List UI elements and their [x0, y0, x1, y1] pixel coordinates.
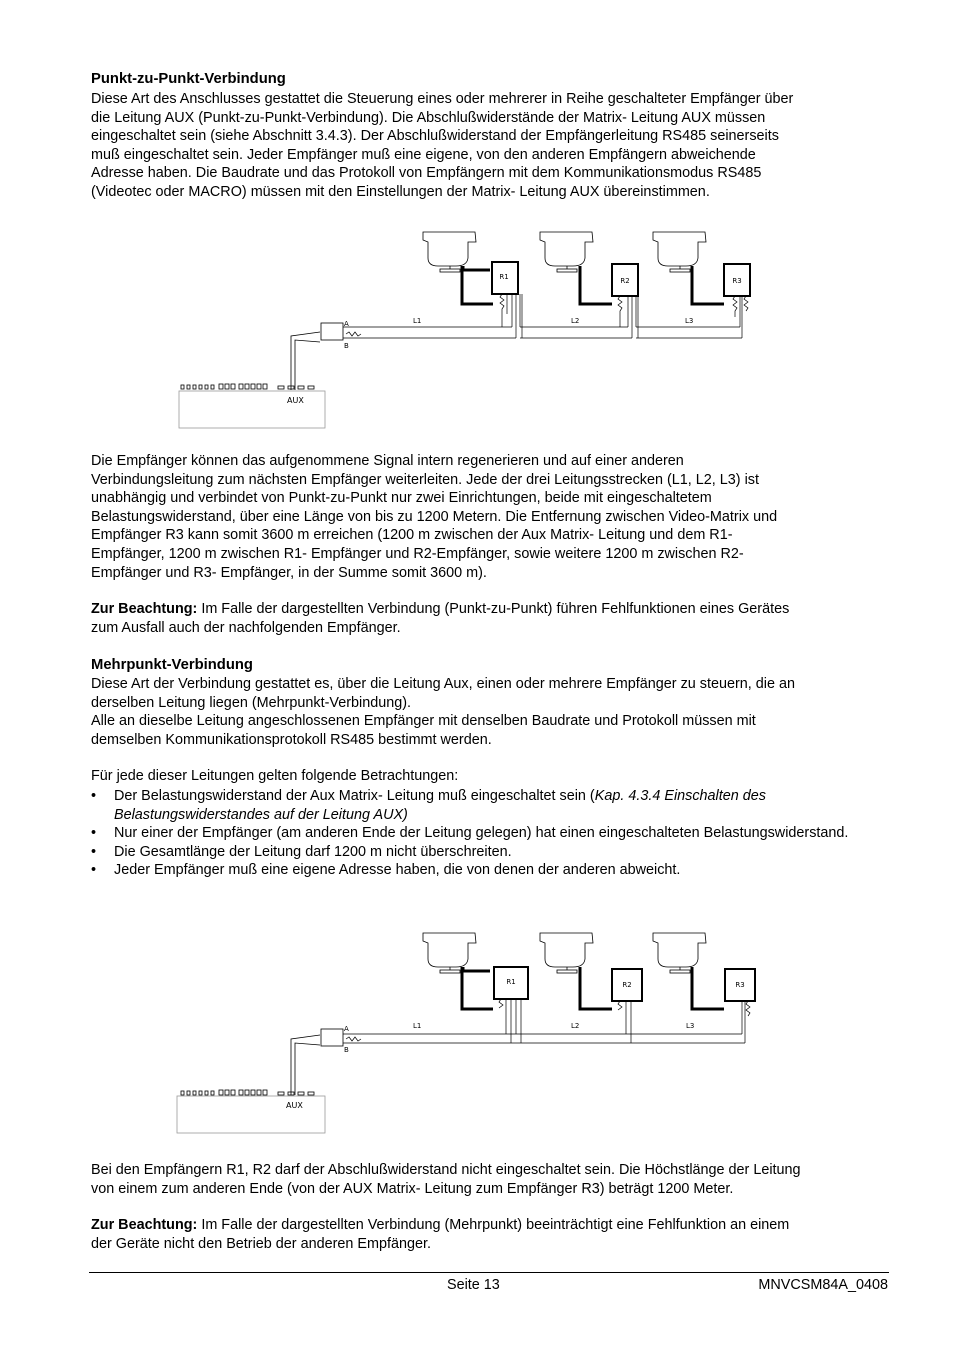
considerations-list [91, 787, 891, 880]
camera-icon [540, 232, 593, 266]
text-line: Diese Art des Anschlusses gestattet die Steuerung eines oder mehrerer in Reihe geschalteter Empfänger über [91, 91, 794, 107]
text-line: Empfänger, 1200 m zwischen R1- Empfänger und R2-Empfänger, sowie weitere 1200 m zwischen R2- [91, 545, 744, 562]
note-multipoint [91, 1216, 891, 1253]
camera-icon [423, 933, 476, 967]
junction-box [321, 1029, 343, 1046]
receiver-group-r2 [540, 933, 642, 1043]
receiver-group-r2 [540, 232, 638, 338]
considerations-intro: Für jede dieser Leitungen gelten folgende Betrachtungen: [91, 768, 459, 784]
text-line: Die Empfänger können das aufgenommene Signal intern regenerieren und auf einer anderen [91, 453, 684, 469]
camera-icon [653, 933, 706, 967]
terminal-b-label: B [344, 1046, 349, 1054]
text-line: Diese Art der Verbindung gestattet es, über die Leitung Aux, einen oder mehrere Empfänger zu steuern, die an [91, 676, 795, 692]
intro-paragraph-multipoint [91, 675, 891, 749]
list-item: • Die Gesamtlänge der Leitung darf 1200 m nicht überschreiten. [91, 843, 891, 862]
note-line [91, 600, 891, 619]
camera-icon [540, 933, 593, 967]
receiver-label-r2: R2 [622, 981, 632, 989]
heading-multipoint: Mehrpunkt-Verbindung [91, 657, 253, 673]
text-line: Adresse haben. Die Baudrate und das Protokoll von Empfängern mit dem Kommunikationsmodus RS485 [91, 165, 762, 182]
text-line: demselben Kommunikationsprotokoll RS485 bestimmt werden. [91, 731, 492, 748]
text-line: Verbindungsleitung zum nächsten Empfänger weiterleiten. Jede der drei Leitungsstrecken (L1, L2, L3) ist [91, 471, 759, 488]
text-line: derselben Leitung liegen (Mehrpunkt-Verbindung). [91, 694, 412, 711]
note-line [91, 1216, 891, 1235]
text-line: Empfänger R3 kann somit 3600 m erreichen (1200 m zwischen der Aux Matrix- Leitung und dem R1- [91, 527, 733, 544]
receiver-group-r3 [653, 933, 755, 1043]
text-line: Empfänger und R3- Empfänger, in der Summe somit 3600 m). [91, 564, 487, 581]
text-line: von einem zum anderen Ende (von der AUX Matrix- Leitung zum Empfänger R3) beträgt 1200 Meter. [91, 1180, 734, 1197]
text-line: eingeschaltet sein (siehe Abschnitt 3.4.3). Der Abschlußwiderstand der Empfängerleitung RS485 seinerseits [91, 128, 779, 145]
receiver-label-r3: R3 [735, 981, 745, 989]
matrix-connectors [181, 384, 314, 389]
aux-termination-resistor [346, 1037, 361, 1041]
line-label-l1: L1 [413, 1022, 422, 1030]
text-line: Belastungswiderstand, über eine Länge von bis zu 1200 Metern. Die Entfernung zwischen Video-Matrix und [91, 508, 778, 525]
text-line: Alle an dieselbe Leitung angeschlossenen Empfänger mit denselben Baudrate und Protokoll müssen mit [91, 713, 756, 730]
aux-label: AUX [287, 396, 304, 405]
line-label-l2: L2 [571, 317, 580, 325]
note-text: Im Falle der dargestellten Verbindung (Punkt-zu-Punkt) führen Fehlfunktionen eines Gerätes [197, 601, 790, 617]
receiver-label-r1: R1 [499, 273, 509, 281]
list-item: • Nur einer der Empfänger (am anderen Ende der Leitung gelegen) hat einen eingeschalteten Belastungswiderstand. [91, 824, 891, 843]
line-label-l3: L3 [686, 1022, 695, 1030]
footer-divider [89, 1272, 889, 1273]
list-item: • Jeder Empfänger muß eine eigene Adresse haben, die von denen der anderen abweicht. [91, 861, 891, 880]
heading-point-to-point: Punkt-zu-Punkt-Verbindung [91, 71, 286, 87]
terminal-b-label: B [344, 342, 349, 350]
junction-box [321, 323, 343, 340]
note-point-to-point [91, 600, 891, 637]
line-label-l1: L1 [413, 317, 422, 325]
note-line: der Geräte nicht den Betrieb der anderen Empfänger. [91, 1235, 431, 1252]
body-paragraph-point-to-point [91, 452, 891, 582]
line-label-l2: L2 [571, 1022, 580, 1030]
diagram-multipoint [170, 925, 790, 1137]
aux-label: AUX [286, 1101, 303, 1110]
receiver-group-r1 [423, 933, 528, 1043]
camera-icon [423, 232, 476, 266]
text-line: unabhängig und verbindet von Punkt-zu-Punkt nur zwei Einrichtungen, beide mit eingeschaltetem [91, 490, 712, 507]
text-line: Bei den Empfängern R1, R2 darf der Abschlußwiderstand nicht eingeschaltet sein. Die Höchstlänge der Leitung [91, 1162, 801, 1178]
terminal-a-label: A [344, 1025, 349, 1033]
document-id: MNVCSM84A_0408 [758, 1277, 888, 1293]
line-label-l3: L3 [685, 317, 694, 325]
receiver-group-r1 [423, 232, 522, 338]
note-label: Zur Beachtung: [91, 1217, 198, 1233]
list-item: • Der Belastungswiderstand der Aux Matrix- Leitung muß eingeschaltet sein (Kap. 4.3.4 Einschalten des Belastungswiderstandes auf der Leitung AUX) [91, 787, 891, 824]
receiver-label-r3: R3 [732, 277, 742, 285]
text-line: (Videotec oder MACRO) müssen mit den Einstellungen der Matrix- Leitung AUX übereinstimmen. [91, 183, 710, 200]
receiver-label-r1: R1 [506, 978, 516, 986]
body-paragraph-multipoint [91, 1161, 891, 1198]
page-number: Seite 13 [447, 1277, 500, 1293]
note-label: Zur Beachtung: [91, 601, 198, 617]
text-line: die Leitung AUX (Punkt-zu-Punkt-Verbindung). Die Abschlußwiderstände der Matrix- Leitung AUX müssen [91, 109, 766, 126]
camera-icon [653, 232, 706, 266]
receiver-label-r2: R2 [620, 277, 630, 285]
aux-termination-resistor [346, 332, 361, 336]
diagram-point-to-point [170, 222, 790, 434]
note-text: Im Falle der dargestellten Verbindung (Mehrpunkt) beeinträchtigt eine Fehlfunktion an einem [197, 1217, 790, 1233]
terminal-a-label: A [344, 320, 349, 328]
matrix-connectors [181, 1090, 314, 1095]
text-line: muß eingeschaltet sein. Jeder Empfänger muß eine eigene, von den anderen Empfängern abweichende [91, 146, 756, 163]
receiver-group-r3 [653, 232, 750, 338]
note-line: zum Ausfall auch der nachfolgenden Empfänger. [91, 619, 401, 636]
intro-paragraph-point-to-point [91, 90, 891, 202]
